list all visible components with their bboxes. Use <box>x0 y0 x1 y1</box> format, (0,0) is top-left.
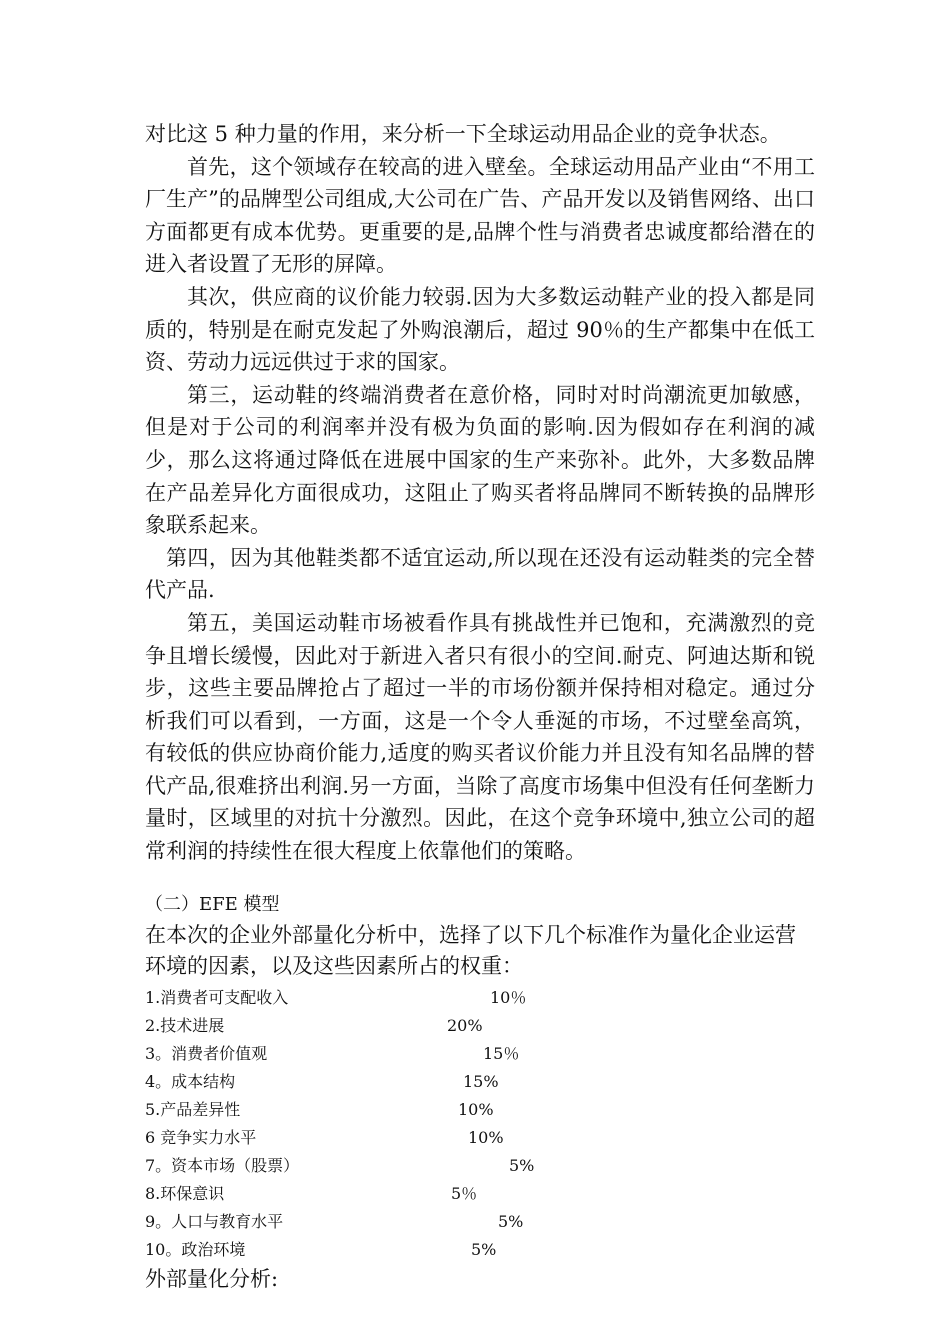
section-gap <box>145 868 815 890</box>
paragraph-rivalry: 第五，美国运动鞋市场被看作具有挑战性并已饱和，充满激烈的竞争且增长缓慢，因此对于新进入者只有很小的空间.耐克、阿迪达斯和锐步，这些主要品牌抢占了超过一半的市场份额并保持相对稳定。通过分析我们可以看到，一方面，这是一个令人垂涎的市场，不过壁垒高筑，有较低的供应协商价能力,适度的购买者议价能力并且没有知名品牌的替代产品,很难挤出利润.另一方面，当除了高度市场集中但没有任何垄断力量时，区域里的对抗十分激烈。因此，在这个竞争环境中,独立公司的超常利润的持续性在很大程度上依靠他们的策略。 <box>145 610 815 864</box>
factor-weight: 15% <box>463 1071 499 1091</box>
factor-weight: 10% <box>458 1099 494 1119</box>
factor-label: 8.环保意识 <box>145 1183 225 1203</box>
factor-weight: 15％ <box>483 1043 520 1063</box>
factor-label: 3。消费者价值观 <box>145 1043 268 1063</box>
factor-weight: 5% <box>471 1239 497 1259</box>
paragraph-buyer-power: 第三，运动鞋的终端消费者在意价格，同时对时尚潮流更加敏感，但是对于公司的利润率并没有极为负面的影响.因为假如存在利润的减少，那么这将通过降低在进展中国家的生产来弥补。此外，大多数品牌在产品差异化方面很成功，这阻止了购买者将品牌同不断转换的品牌形象联系起来。 <box>145 382 815 538</box>
paragraph-intro: 对比这 5 种力量的作用，来分析一下全球运动用品企业的竞争状态。 <box>145 122 781 146</box>
factor-label: 5.产品差异性 <box>145 1099 241 1119</box>
factor-row <box>145 984 815 1012</box>
paragraph-substitutes: 第四，因为其他鞋类都不适宜运动,所以现在还没有运动鞋类的完全替代产品. <box>145 545 815 603</box>
factor-row <box>145 1096 815 1124</box>
factor-row <box>145 1012 815 1040</box>
factor-label: 10。政治环境 <box>145 1239 246 1259</box>
factor-weight: 5% <box>509 1155 535 1175</box>
factor-row <box>145 1068 815 1096</box>
factor-row <box>145 1180 815 1208</box>
paragraph-entry-barriers: 首先，这个领域存在较高的进入壁垒。全球运动用品产业由“不用工厂生产”的品牌型公司组成,大公司在广告、产品开发以及销售网络、出口方面都更有成本优势。更重要的是,品牌个性与消费者忠诚度都给潜在的进入者设置了无形的屏障。 <box>145 154 815 277</box>
factor-label: 9。人口与教育水平 <box>145 1211 284 1231</box>
section-heading: （二）EFE 模型 <box>145 893 280 915</box>
factor-weight: 5％ <box>451 1183 478 1203</box>
factor-weight: 5% <box>498 1211 524 1231</box>
factor-weight: 10％ <box>490 987 527 1007</box>
factor-row <box>145 1040 815 1068</box>
factor-row <box>145 1152 815 1180</box>
section-intro: 在本次的企业外部量化分析中，选择了以下几个标准作为量化企业运营环境的因素，以及这些因素所占的权重： <box>145 922 796 978</box>
factor-label: 6 竞争实力水平 <box>145 1127 257 1147</box>
factor-label: 2.技术进展 <box>145 1015 225 1035</box>
closing-line: 外部量化分析: <box>145 1266 279 1291</box>
factor-weight: 20% <box>447 1015 483 1035</box>
document-page <box>145 118 815 1294</box>
factor-label: 1.消费者可支配收入 <box>145 987 289 1007</box>
factor-row <box>145 1124 815 1152</box>
factor-row <box>145 1236 815 1264</box>
factor-weight: 10% <box>468 1127 504 1147</box>
factor-row <box>145 1208 815 1236</box>
paragraph-supplier-power: 其次，供应商的议价能力较弱.因为大多数运动鞋产业的投入都是同质的，特别是在耐克发起了外购浪潮后，超过 90％的生产都集中在低工资、劳动力远远供过于求的国家。 <box>145 284 815 375</box>
factor-label: 4。成本结构 <box>145 1071 236 1091</box>
factor-weight-list <box>145 984 815 1264</box>
factor-label: 7。资本市场（股票） <box>145 1155 300 1175</box>
